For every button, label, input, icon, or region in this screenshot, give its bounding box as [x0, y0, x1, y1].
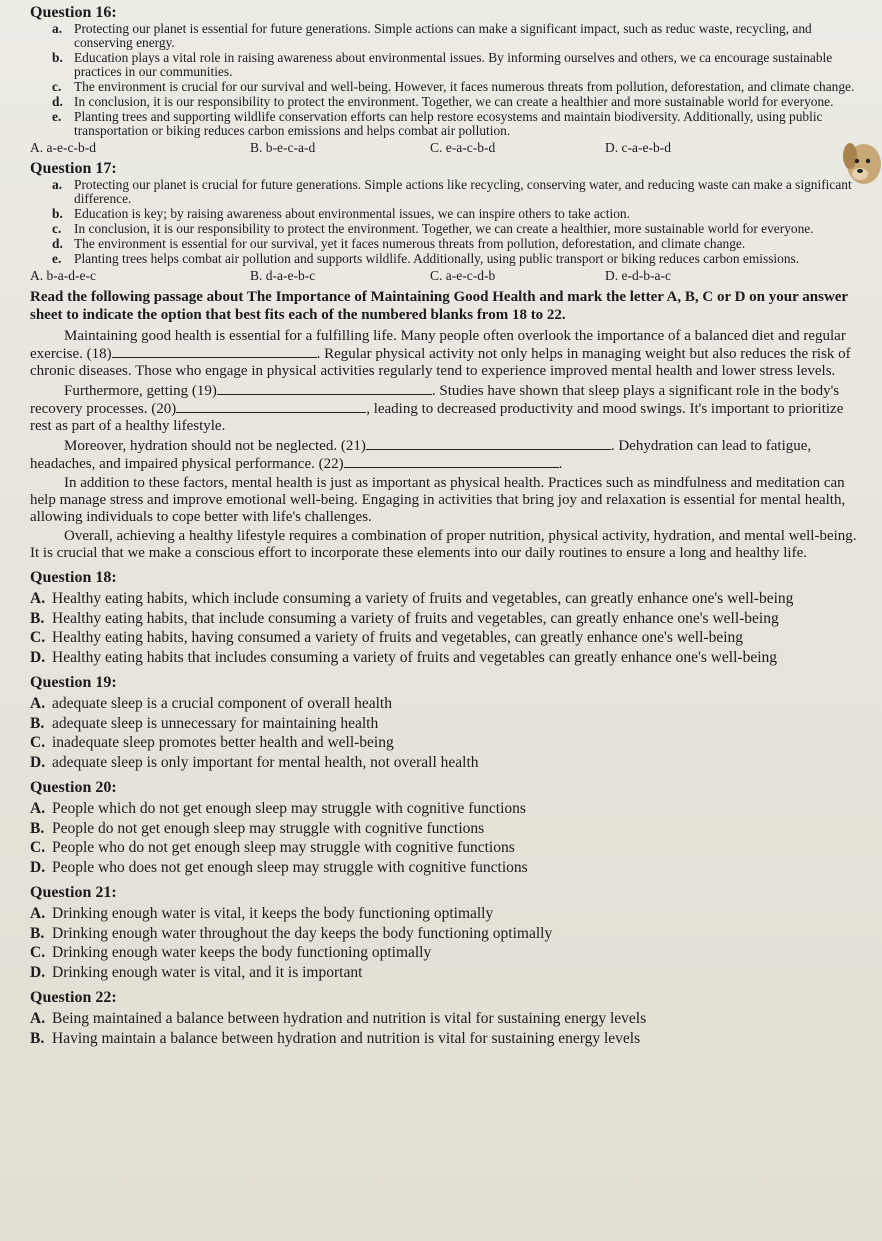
q22-answer-a[interactable]: A. Being maintained a balance between hydration and nutrition is vital for sustaining energy levels [30, 1010, 647, 1027]
q21-answer-b[interactable]: B. Drinking enough water throughout the day keeps the body functioning optimally [30, 924, 553, 942]
blank-18 [112, 345, 317, 358]
question-21-title: Question 21: [30, 884, 117, 901]
q21-answer-a[interactable]: A. Drinking enough water is vital, it keeps the body functioning optimally [30, 905, 494, 922]
q19-answer-c[interactable]: C. inadequate sleep promotes better health and well-being [30, 734, 394, 751]
q16-option-c: c. The environment is crucial for our survival and well-being. However, it faces numerous threats from pollution, deforestation, and climate change. [52, 79, 855, 94]
question-22 [30, 988, 860, 1048]
blank-21 [366, 437, 611, 450]
q20-answer-d[interactable]: D. People who does not get enough sleep may struggle with cognitive functions [30, 858, 528, 876]
blank-22 [344, 455, 559, 468]
question-21 [30, 883, 860, 982]
q18-answer-c[interactable]: C. Healthy eating habits, having consumed a variety of fruits and vegetables, can greatly enhance one's well-being [30, 629, 744, 646]
question-17-options [30, 178, 860, 266]
q21-answer-c[interactable]: C. Drinking enough water keeps the body functioning optimally [30, 944, 432, 961]
question-18 [30, 568, 860, 667]
q17-choice-c[interactable]: C. a-e-c-d-b [430, 268, 496, 283]
q22-answer-b[interactable]: B. Having maintain a balance between hydration and nutrition is vital for sustaining energy levels [30, 1029, 641, 1047]
q17-option-a: a. Protecting our planet is crucial for future generations. Simple actions like recycling, conserving water, and reducing waste can make a significant difference. [52, 177, 852, 206]
q16-option-d: d. In conclusion, it is our responsibility to protect the environment. Together, we can create a healthier and more sustainable world for everyone. [52, 94, 834, 109]
question-19 [30, 673, 860, 772]
q17-option-e: e. Planting trees helps combat air pollution and supports wildlife. Additionally, using public transport or biking reduces carbon emissions. [52, 251, 800, 266]
q16-option-a: a. Protecting our planet is essential for future generations. Simple actions can make a significant impact, such as reduc waste, recycling, and conserving energy. [52, 21, 812, 50]
q20-answer-a[interactable]: A. People which do not get enough sleep may struggle with cognitive functions [30, 800, 526, 817]
question-16-title: Question 16: [30, 4, 117, 21]
passage-paragraph-2: Furthermore, getting (19) . Studies have shown that sleep plays a significant role in the body's recovery processes. (20) , leading to decreased productivity and mood swings. It's important to prioritize rest as part of a healthy lifestyle. [30, 383, 844, 434]
question-16-options [30, 22, 860, 138]
q17-choice-b[interactable]: B. d-a-e-b-c [250, 268, 316, 283]
q19-answer-d[interactable]: D. adequate sleep is only important for mental health, not overall health [30, 753, 479, 771]
passage-instruction: Read the following passage about The Importance of Maintaining Good Health and mark the letter A, B, C or D on your answer sheet to indicate the option that best fits each of the numbered blanks from 18 to 22. [30, 289, 848, 323]
question-18-title: Question 18: [30, 569, 117, 586]
document-body [30, 4, 860, 1048]
q17-choices [30, 268, 860, 284]
passage-paragraph-4: In addition to these factors, mental health is just as important as physical health. Practices such as mindfulness and meditation can help manage stress and improve emotional well-being. Engaging in activities that bring joy and relaxation is essential for mental health, allowing individuals to cope better with life's challenges. [30, 475, 846, 525]
passage-paragraph-3: Moreover, hydration should not be neglected. (21) . Dehydration can lead to fatigue, headaches, and impaired physical performance. (22) . [30, 438, 812, 472]
blank-20 [176, 400, 366, 413]
q16-choices [30, 140, 860, 156]
q18-answer-b[interactable]: B. Healthy eating habits, that include consuming a variety of fruits and vegetables, can greatly enhance one's well-being [30, 609, 779, 627]
q20-answer-c[interactable]: C. People who do not get enough sleep may struggle with cognitive functions [30, 839, 515, 856]
q16-choice-d[interactable]: D. c-a-e-b-d [605, 140, 671, 155]
question-19-title: Question 19: [30, 674, 117, 691]
q16-option-e: e. Planting trees and supporting wildlife conservation efforts can help restore ecosystems and maintain biodiversity. Additionally, using public transportation or biking reduces carbon emissions and helps combat air pollution. [52, 109, 823, 138]
q17-option-d: d. The environment is essential for our survival, yet it faces numerous threats from pollution, deforestation, and climate change. [52, 236, 746, 251]
q16-choice-b[interactable]: B. b-e-c-a-d [250, 140, 316, 155]
question-20-title: Question 20: [30, 779, 117, 796]
passage-paragraph-5: Overall, achieving a healthy lifestyle requires a combination of proper nutrition, physical activity, hydration, and mental well-being. It is crucial that we make a conscious effort to incorporate these elements into our daily routines to ensure a long and healthy life. [30, 528, 857, 561]
q16-option-b: b. Education plays a vital role in raising awareness about environmental issues. By informing ourselves and others, we ca encourage sustainable practices in our communities. [52, 50, 833, 79]
question-22-title: Question 22: [30, 989, 117, 1006]
q18-answer-a[interactable]: A. Healthy eating habits, which include consuming a variety of fruits and vegetables, can greatly enhance one's well-being [30, 590, 794, 607]
q16-choice-c[interactable]: C. e-a-c-b-d [430, 140, 496, 155]
q17-option-c: c. In conclusion, it is our responsibility to protect the environment. Together, we can create a healthier, more sustainable world for everyone. [52, 221, 814, 236]
q17-choice-a[interactable]: A. b-a-d-e-c [30, 268, 96, 283]
q17-choice-d[interactable]: D. e-d-b-a-c [605, 268, 671, 283]
blank-19 [217, 382, 432, 395]
question-17-title: Question 17: [30, 160, 117, 177]
q20-answer-b[interactable]: B. People do not get enough sleep may struggle with cognitive functions [30, 819, 485, 837]
q19-answer-a[interactable]: A. adequate sleep is a crucial component of overall health [30, 695, 392, 712]
q17-option-b: b. Education is key; by raising awareness about environmental issues, we can inspire others to take action. [52, 206, 630, 221]
q18-answer-d[interactable]: D. Healthy eating habits that includes consuming a variety of fruits and vegetables can greatly enhance one's well-being [30, 648, 778, 666]
q21-answer-d[interactable]: D. Drinking enough water is vital, and it is important [30, 963, 363, 981]
passage-paragraph-1: Maintaining good health is essential for a fulfilling life. Many people often overlook the importance of a balanced diet and regular exercise. (18) . Regular physical activity not only helps in managing weight but also reduces the risk of chronic diseases. Those who engage in physical activities regularly tend to experience improved mental health and lower stress levels. [30, 328, 851, 379]
q19-answer-b[interactable]: B. adequate sleep is unnecessary for maintaining health [30, 714, 379, 732]
q16-choice-a[interactable]: A. a-e-c-b-d [30, 140, 96, 155]
question-20 [30, 778, 860, 877]
